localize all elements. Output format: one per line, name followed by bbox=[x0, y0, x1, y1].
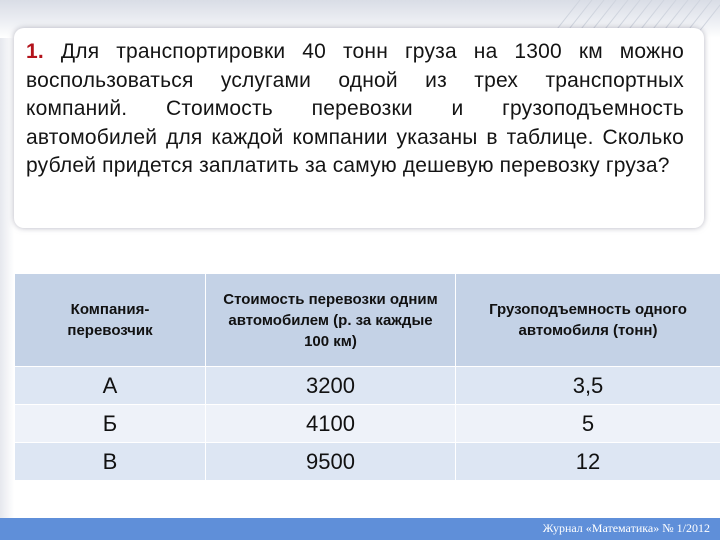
cost-cell: 4100 bbox=[206, 405, 456, 443]
header-cost: Стоимость перевозки одним автомобилем (р. за каждые 100 км) bbox=[206, 274, 456, 367]
left-edge-shade bbox=[0, 38, 14, 518]
company-cell: В bbox=[15, 443, 206, 481]
table-row bbox=[15, 443, 720, 481]
table-header-row bbox=[15, 274, 720, 367]
problem-statement bbox=[26, 38, 684, 181]
journal-citation: Журнал «Математика» № 1/2012 bbox=[542, 521, 710, 535]
transport-companies-table bbox=[14, 273, 720, 481]
problem-text: Для транспортировки 40 тонн груза на 1300 км можно воспользоваться услугами одной из трех транспортных компаний. Стоимость перевозки и грузоподъемность автомобилей для каждой компании указаны в таблице. Сколько рублей придется заплатить за самую дешевую перевозку груза? bbox=[26, 40, 684, 178]
header-company: Компания-перевозчик bbox=[15, 274, 206, 367]
capacity-cell: 3,5 bbox=[456, 367, 720, 405]
cost-cell: 3200 bbox=[206, 367, 456, 405]
capacity-cell: 12 bbox=[456, 443, 720, 481]
capacity-cell: 5 bbox=[456, 405, 720, 443]
problem-number: 1. bbox=[26, 40, 44, 63]
header-capacity: Грузоподъемность одного автомобиля (тонн) bbox=[456, 274, 720, 367]
company-cell: Б bbox=[15, 405, 206, 443]
table-row bbox=[15, 405, 720, 443]
cost-cell: 9500 bbox=[206, 443, 456, 481]
company-cell: А bbox=[15, 367, 206, 405]
table-row bbox=[15, 367, 720, 405]
